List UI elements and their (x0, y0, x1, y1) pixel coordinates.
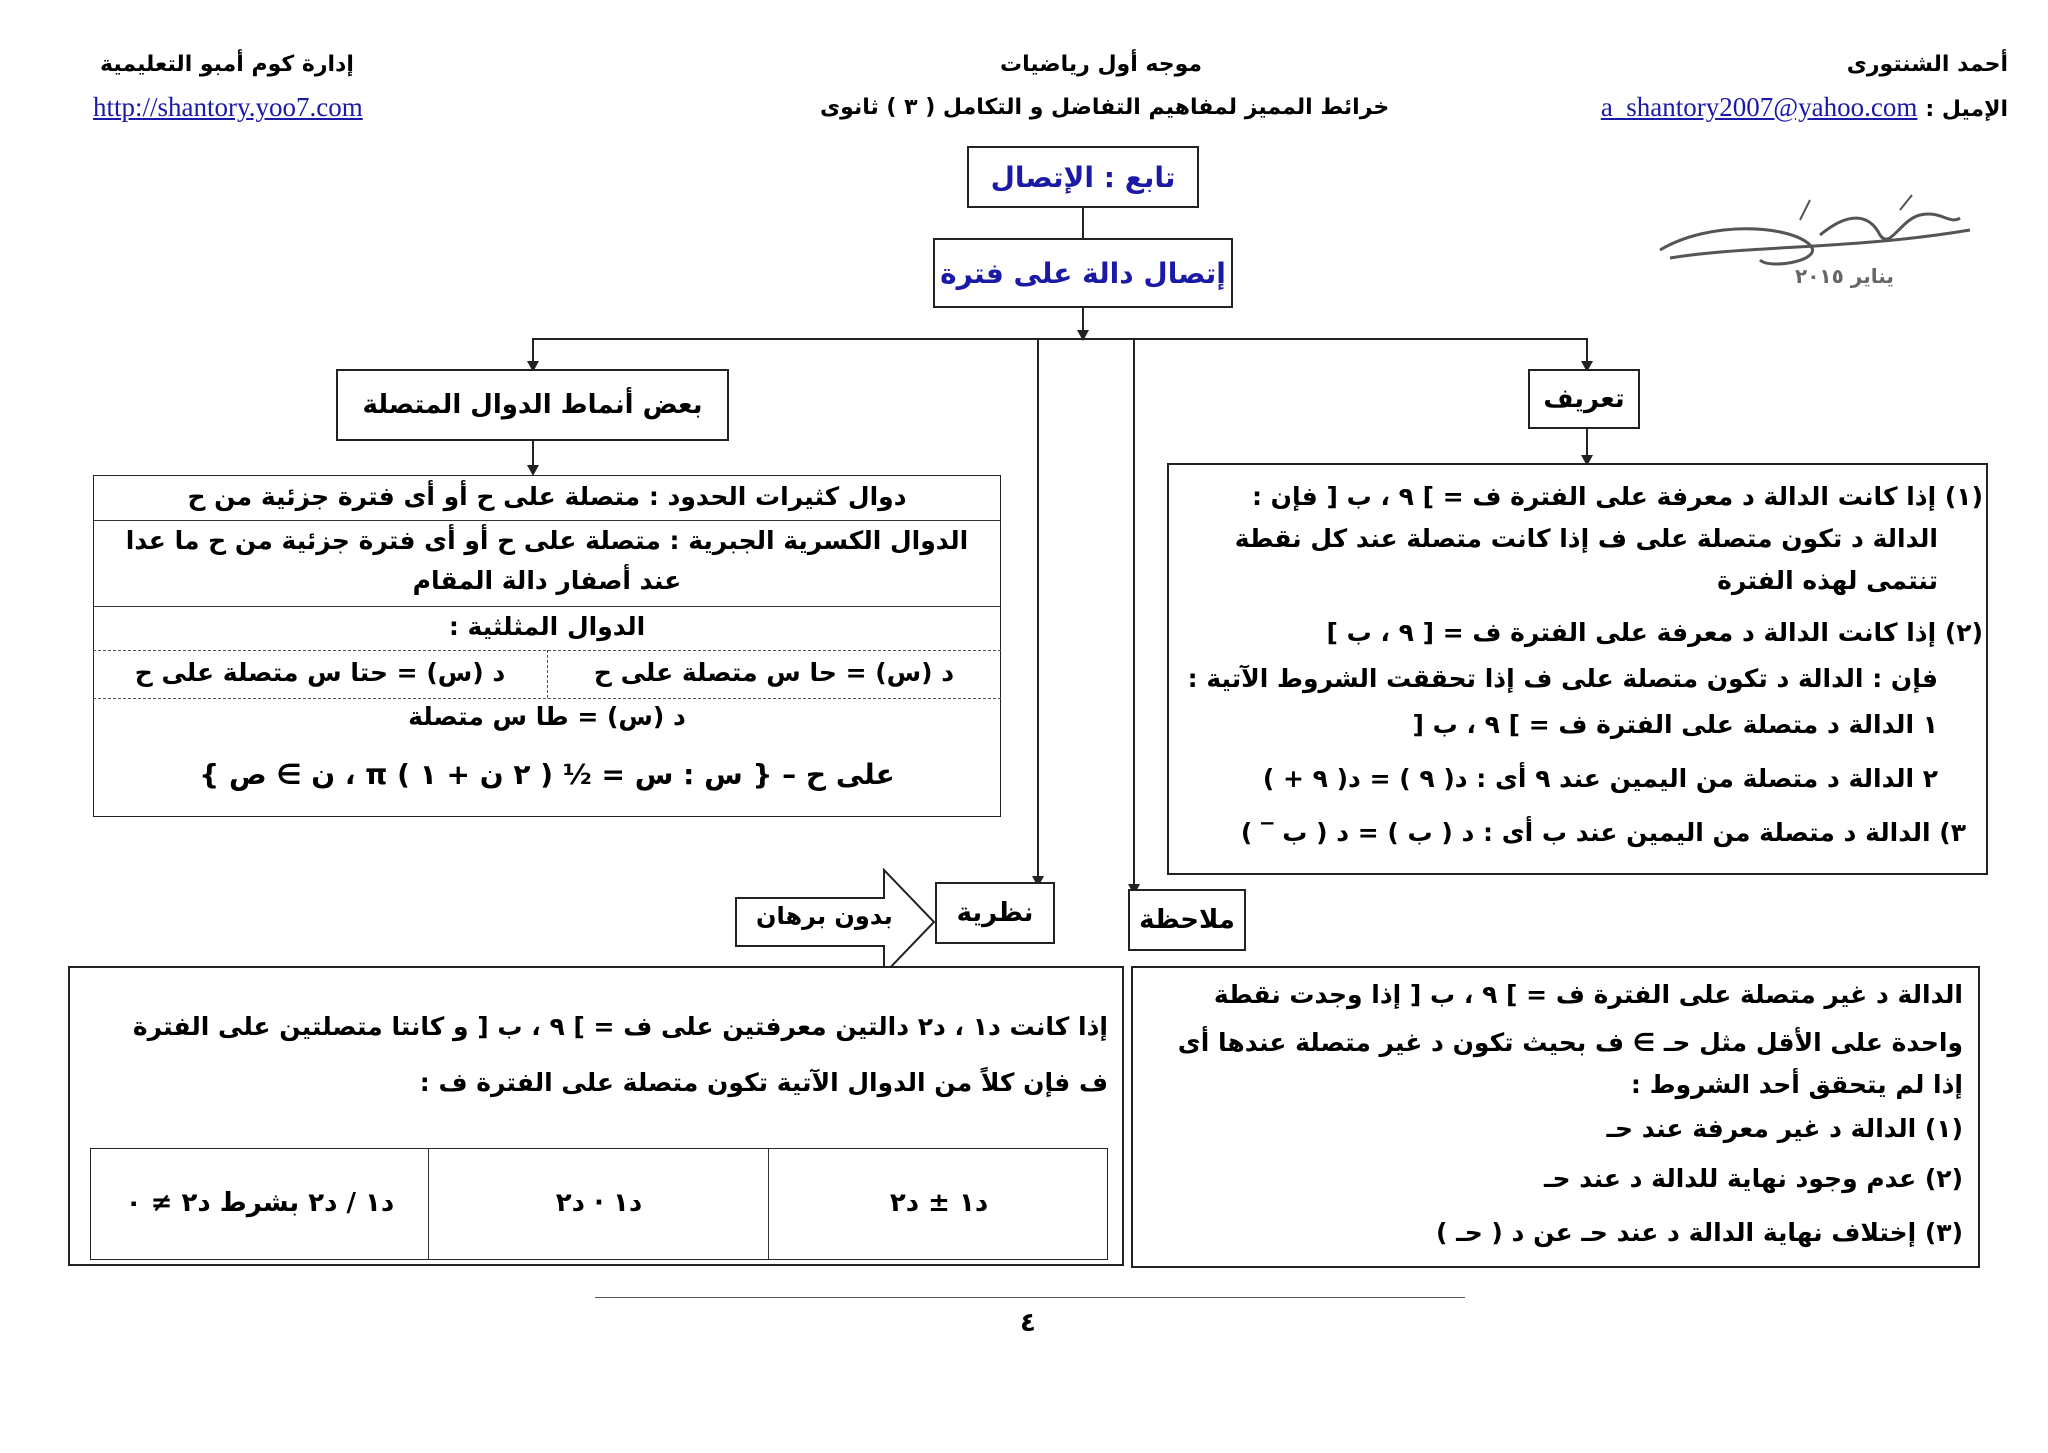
site-link[interactable]: http://shantory.yoo7.com (93, 92, 363, 122)
definition-line: (١) إذا كانت الدالة د معرفة على الفترة ف = ] ٩ ، ب [ فإن : (1251, 482, 1983, 511)
definition-line: ٣) الدالة د متصلة من اليمين عند ب أى : د ( ب ) = د ( ب ‾ ) (1240, 818, 1966, 847)
topic-title-box (967, 146, 1199, 208)
author-name: أحمد الشنتورى (1846, 52, 2008, 77)
pattern-trig-heading: الدوال المثلثية : (448, 612, 646, 641)
administration-name: إدارة كوم أمبو التعليمية (100, 52, 354, 77)
pattern-tan-b: على ح – { س : س = ½ ( ٢ ن + ١ ) π ، ن ∋ ص } (199, 758, 895, 791)
pattern-rational-a: الدوال الكسرية الجبرية : متصلة على ح أو أى فترة جزئية من ح ما عدا (125, 526, 969, 555)
table-divider (768, 1148, 769, 1260)
connector (1133, 338, 1135, 888)
footer-rule (595, 1297, 1465, 1298)
supervisor-title: موجه أول رياضيات (1000, 52, 1203, 77)
page-number: ٤ (1020, 1308, 1036, 1338)
email-label: الإميل : (1925, 97, 2008, 122)
note-line: الدالة د غير متصلة على الفترة ف = ] ٩ ، ب [ إذا وجدت نقطة (1213, 980, 1963, 1009)
connector (1082, 208, 1084, 238)
note-line: (٢) عدم وجود نهاية للدالة د عند حـ (1543, 1164, 1963, 1193)
theorem-title: نظرية (956, 898, 1034, 928)
note-title-box (1128, 889, 1246, 951)
definition-line: ١ الدالة د متصلة على الفترة ف = ] ٩ ، ب [ (1412, 710, 1938, 739)
connector (532, 338, 1588, 340)
connector (1037, 338, 1039, 880)
patterns-title-box (336, 369, 729, 441)
definition-line: تنتمى لهذه الفترة (1717, 566, 1938, 595)
series-title: خرائط المميز لمفاهيم التفاضل و التكامل ( ٣ ) ثانوى (820, 95, 1390, 120)
operation-quotient: د١ / د٢ بشرط د٢ ≠ ٠ (125, 1188, 395, 1218)
table-divider (547, 650, 548, 698)
note-line: واحدة على الأقل مثل حـ ∋ ف بحيث تكون د غير متصلة عندها أى (1177, 1028, 1963, 1057)
main-topic: إتصال دالة على فترة (940, 256, 1226, 290)
table-divider (93, 606, 1001, 607)
definition-line: ٢ الدالة د متصلة من اليمين عند ٩ أى : د( ٩ ) = د( ٩ + ) (1262, 764, 1938, 793)
email-link[interactable]: a_shantory2007@yahoo.com (1600, 92, 1918, 122)
pattern-polynomial: دوال كثيرات الحدود : متصلة على ح أو أى فترة جزئية من ح (187, 482, 907, 511)
theorem-title-box (935, 882, 1055, 944)
theorem-line: إذا كانت د١ ، د٢ دالتين معرفتين على ف = ] ٩ ، ب [ و كانتا متصلتين على الفترة (132, 1012, 1108, 1041)
pattern-cos: د (س) = حتا س متصلة على ح (134, 658, 506, 687)
definition-line: (٢) إذا كانت الدالة د معرفة على الفترة ف = [ ٩ ، ب ] (1326, 618, 1983, 647)
definition-title: تعريف (1543, 384, 1625, 414)
note-title: ملاحظة (1139, 905, 1235, 935)
note-line: إذا لم يتحقق أحد الشروط : (1630, 1070, 1963, 1099)
patterns-title: بعض أنماط الدوال المتصلة (362, 390, 703, 420)
signature-date: يناير ٢٠١٥ (1795, 264, 1894, 288)
operation-product: د١ · د٢ (555, 1188, 643, 1218)
table-divider (428, 1148, 429, 1260)
definition-line: فإن : الدالة د تكون متصلة على ف إذا تحققت الشروط الآتية : (1187, 664, 1938, 693)
pattern-rational-b: عند أصفار دالة المقام (412, 566, 682, 595)
pattern-sin: د (س) = حا س متصلة على ح (593, 658, 955, 687)
topic-title: تابع : الإتصال (990, 160, 1176, 194)
note-line: (٣) إختلاف نهاية الدالة د عند حـ عن د ( حـ ) (1436, 1218, 1963, 1247)
theorem-line: ف فإن كلاً من الدوال الآتية تكون متصلة على الفترة ف : (419, 1068, 1108, 1097)
definition-title-box (1528, 369, 1640, 429)
author-email-row (1601, 92, 2008, 123)
table-divider (93, 698, 1001, 699)
definition-line: الدالة د تكون متصلة على ف إذا كانت متصلة عند كل نقطة (1234, 524, 1938, 553)
no-proof-label: بدون برهان (756, 902, 893, 930)
main-topic-box (933, 238, 1233, 308)
operation-sum: د١ ± د٢ (889, 1188, 989, 1218)
note-line: (١) الدالة د غير معرفة عند حـ (1606, 1114, 1963, 1143)
table-divider (93, 520, 1001, 521)
pattern-tan-a: د (س) = طا س متصلة (408, 702, 686, 731)
